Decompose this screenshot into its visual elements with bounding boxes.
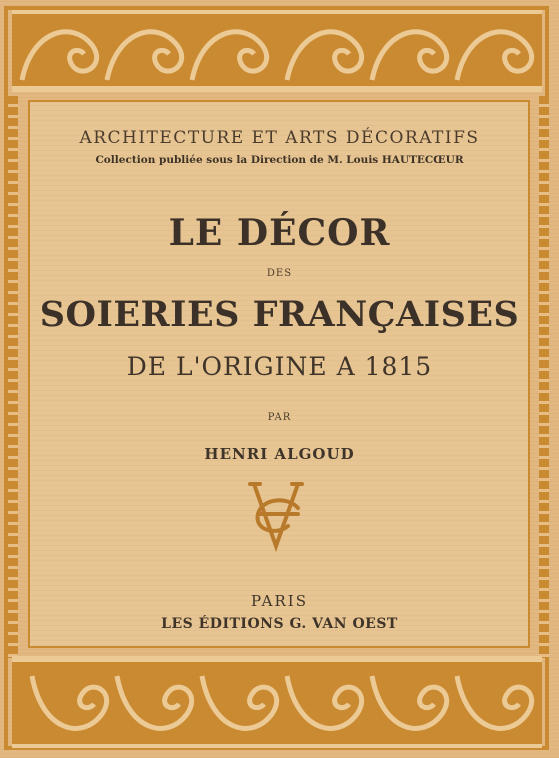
- title-connector: DES: [266, 268, 293, 279]
- series-title: ARCHITECTURE ET ARTS DÉCORATIFS: [79, 128, 480, 148]
- bottom-ornament-band: [12, 656, 542, 748]
- publication-city: PARIS: [250, 592, 309, 610]
- book-title-line1: LE DÉCOR: [168, 212, 391, 254]
- book-title-line2: SOIERIES FRANÇAISES: [39, 294, 520, 335]
- collection-note: Collection publiée sous la Direction de M. Louis HAUTECŒUR: [95, 154, 464, 166]
- spiral-scroll-ornament-icon: [12, 10, 542, 92]
- spiral-scroll-ornament-icon: [12, 656, 542, 748]
- book-subtitle: DE L'ORIGINE A 1815: [126, 352, 433, 381]
- vo-monogram-icon: [240, 478, 314, 552]
- by-label: PAR: [267, 412, 292, 423]
- author-name: HENRI ALGOUD: [204, 445, 355, 463]
- publisher-name: LES ÉDITIONS G. VAN OEST: [161, 616, 398, 632]
- top-ornament-band: [12, 10, 542, 92]
